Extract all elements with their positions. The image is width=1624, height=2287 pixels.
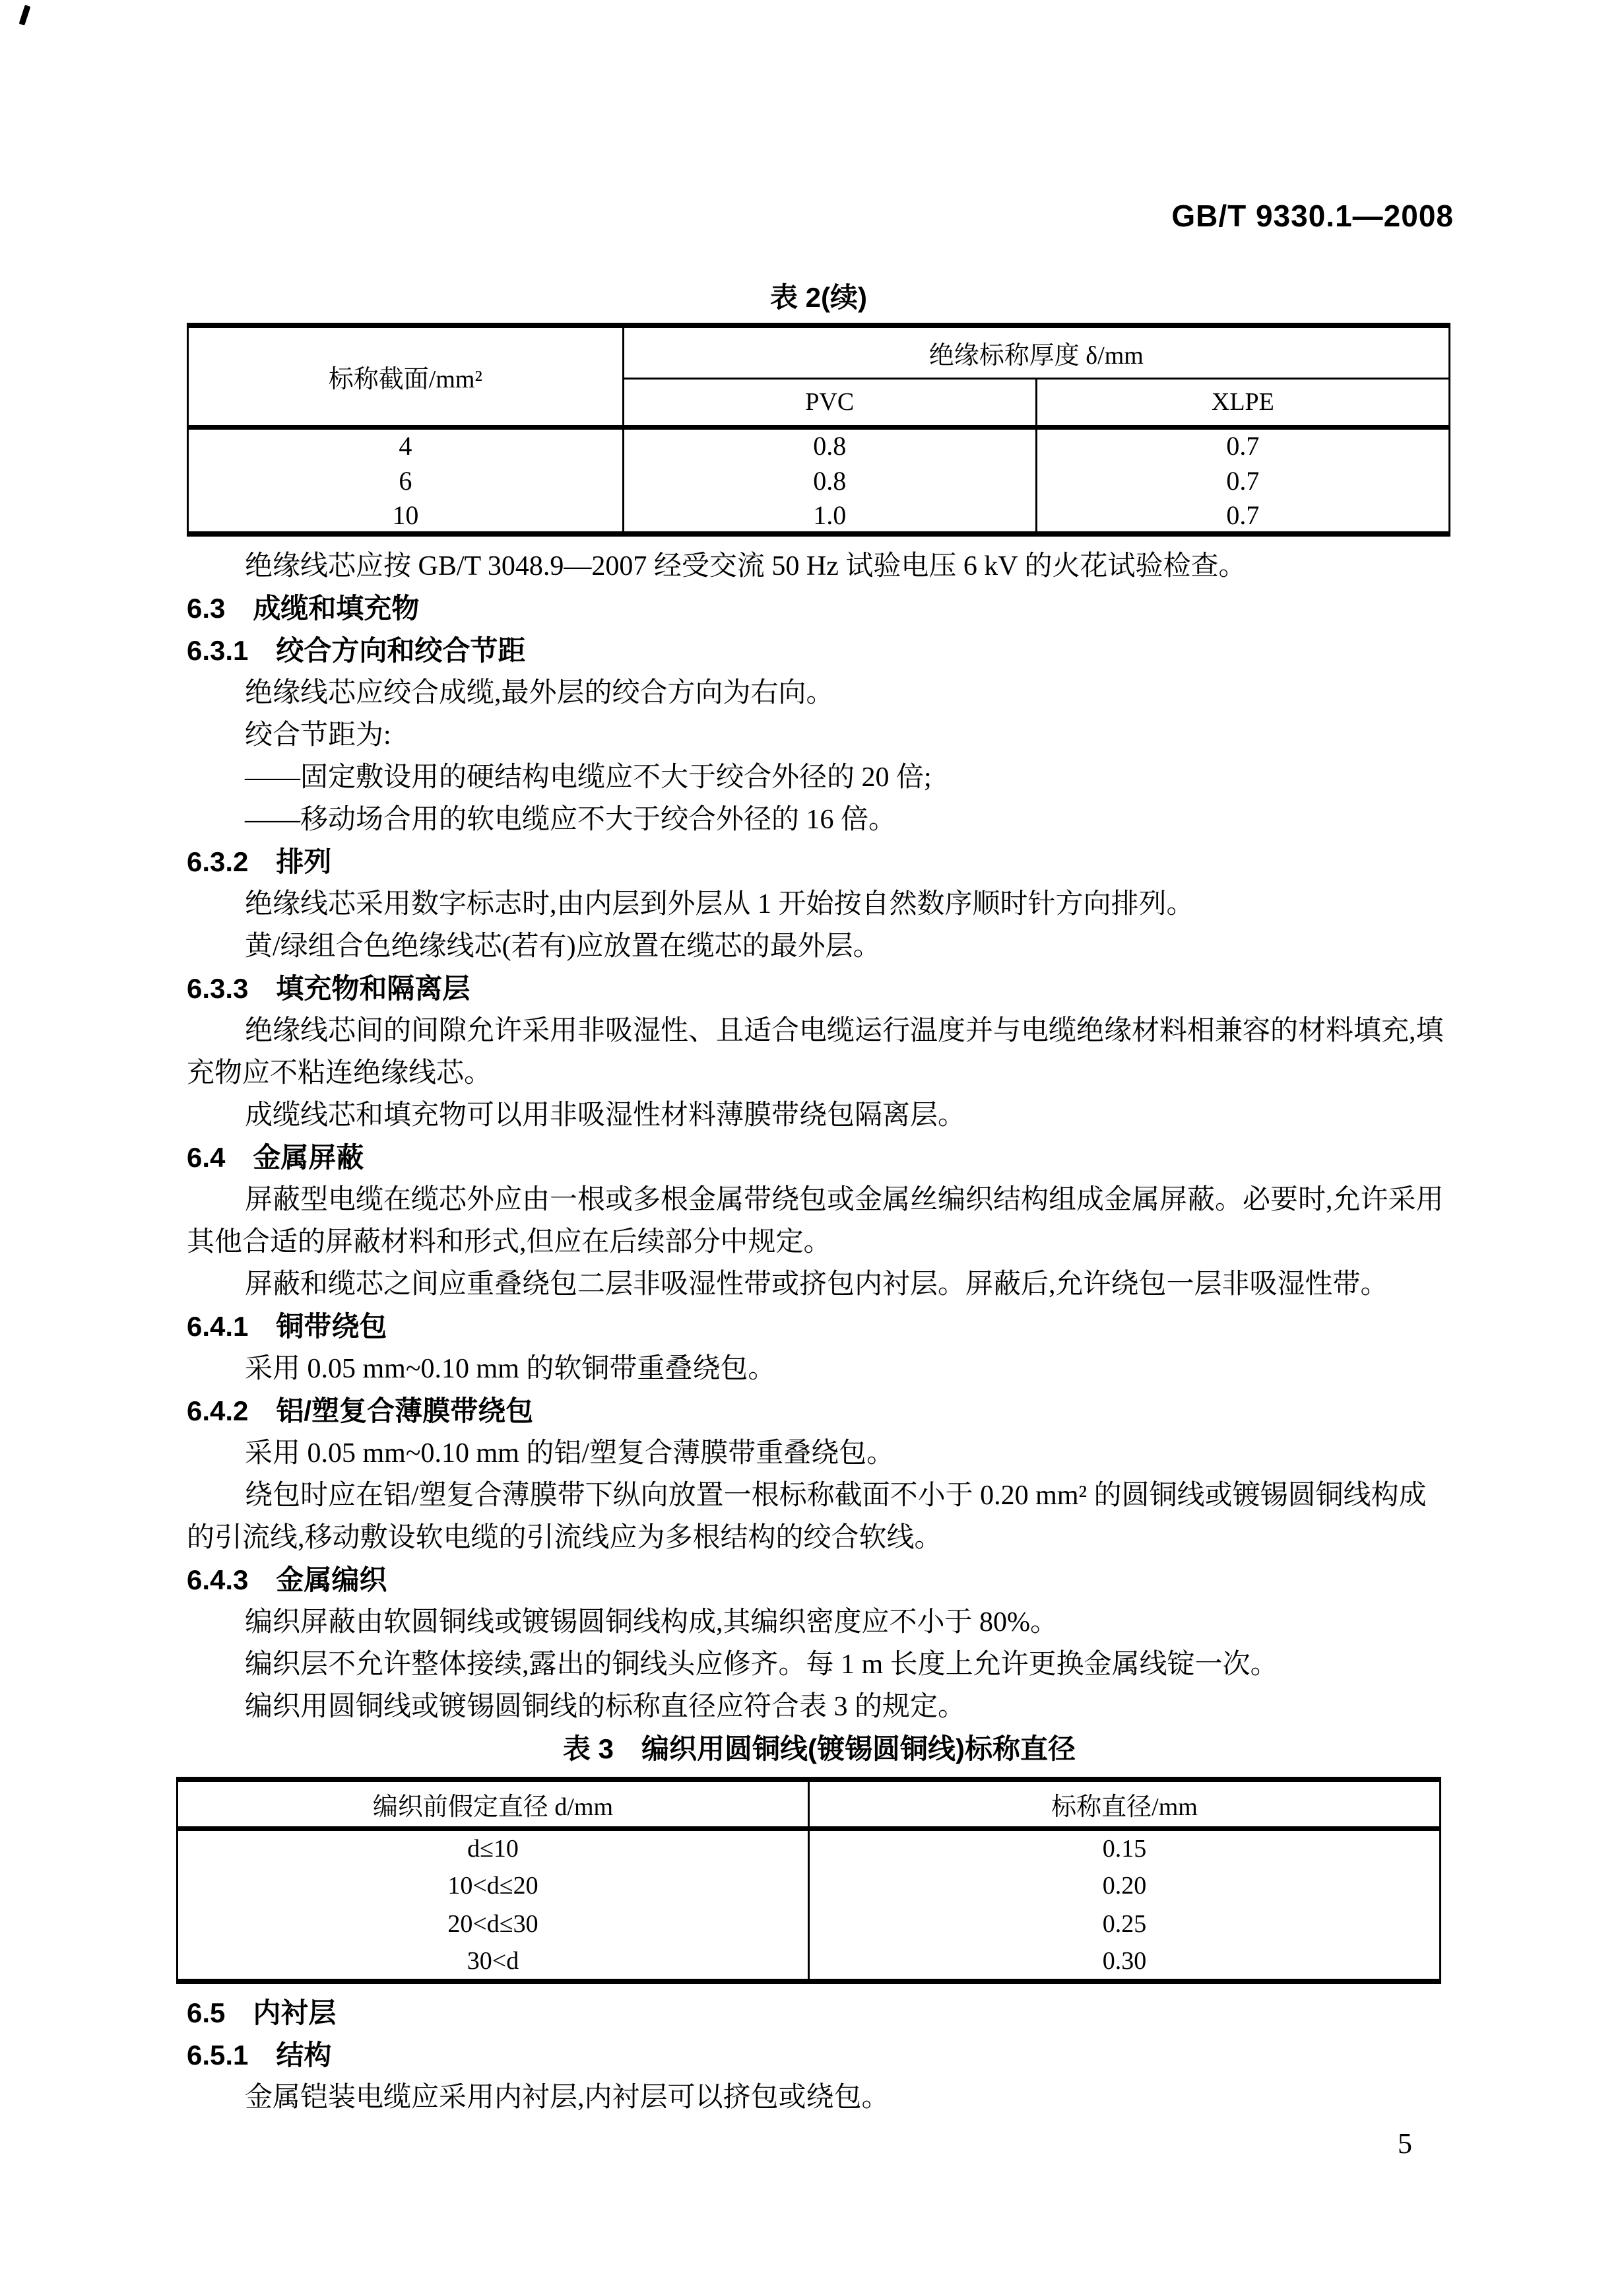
- paragraph: 采用 0.05 mm~0.10 mm 的软铜带重叠绕包。: [245, 1354, 776, 1384]
- table-cell: 30<d: [178, 1943, 809, 1981]
- paragraph: 编织屏蔽由软圆铜线或镀锡圆铜线构成,其编织密度应不小于 80%。: [245, 1607, 1058, 1638]
- table3-col2-header: 标称直径/mm: [809, 1779, 1441, 1828]
- paragraph: 绝缘线芯应按 GB/T 3048.9—2007 经受交流 50 Hz 试验电压 6 kV 的火花试验检查。: [245, 551, 1247, 581]
- paragraph: 屏蔽和缆芯之间应重叠绕包二层非吸湿性带或挤包内衬层。屏蔽后,允许绕包一层非吸湿性带。: [245, 1269, 1388, 1300]
- table-cell: 0.7: [1036, 463, 1449, 498]
- document-body: [187, 545, 1452, 2119]
- table2-subheader-pvc: PVC: [623, 378, 1036, 427]
- content-blocks-b: [187, 1992, 1452, 2119]
- paragraph: 绝缘线芯间的间隙允许采用非吸湿性、且适合电缆运行温度并与电缆绝缘材料相兼容的材料填充,填充物应不粘连绝缘线芯。: [187, 1016, 1444, 1088]
- table-cell: 0.15: [809, 1828, 1441, 1867]
- table3-title: 表 3 编织用圆铜线(镀锡圆铜线)标称直径: [562, 1733, 1076, 1764]
- section-heading: 6.3 成缆和填充物: [187, 593, 420, 624]
- table-cell: 0.25: [809, 1905, 1441, 1943]
- section-heading: 6.4.3 金属编织: [187, 1564, 387, 1595]
- table-cell: 0.8: [623, 463, 1036, 498]
- table-row: [188, 427, 1450, 463]
- table-cell: 1.0: [623, 498, 1036, 534]
- paragraph: 绞合节距为:: [245, 720, 391, 750]
- table-cell: 6: [188, 463, 624, 498]
- table2-header: [188, 325, 1450, 427]
- table-row: [188, 498, 1450, 534]
- table-row: [188, 463, 1450, 498]
- section-heading: 6.3.3 填充物和隔离层: [187, 973, 471, 1004]
- paragraph: 黄/绿组合色绝缘线芯(若有)应放置在缆芯的最外层。: [245, 931, 881, 962]
- table2-body: [188, 427, 1450, 534]
- table2-subheader-xlpe: XLPE: [1036, 378, 1449, 427]
- table2-section: [187, 281, 1450, 537]
- section-heading: 6.4.2 铝/塑复合薄膜带绕包: [187, 1395, 534, 1426]
- table-cell: 0.8: [623, 427, 1036, 463]
- paragraph: ——固定敷设用的硬结构电缆应不大于绞合外径的 20 倍;: [245, 762, 932, 793]
- table3-col1-header: 编织前假定直径 d/mm: [178, 1779, 809, 1828]
- table2: [187, 323, 1450, 537]
- paragraph: 绕包时应在铝/塑复合薄膜带下纵向放置一根标称截面不小于 0.20 mm² 的圆铜线或镀锡圆铜线构成的引流线,移动敷设软电缆的引流线应为多根结构的绞合软线。: [187, 1480, 1427, 1553]
- table-cell: 10: [188, 498, 624, 534]
- table-cell: 4: [188, 427, 624, 463]
- table-row: [178, 1828, 1441, 1867]
- paragraph: 编织用圆铜线或镀锡圆铜线的标称直径应符合表 3 的规定。: [245, 1692, 966, 1722]
- table-cell: d≤10: [178, 1828, 809, 1867]
- paragraph: ——移动场合用的软电缆应不大于绞合外径的 16 倍。: [245, 805, 897, 835]
- table2-col1-header: 标称截面/mm²: [188, 325, 624, 427]
- stray-mark: [19, 5, 31, 25]
- section-heading: 6.5.1 结构: [187, 2039, 332, 2071]
- table-cell: 0.7: [1036, 427, 1449, 463]
- paragraph: 屏蔽型电缆在缆芯外应由一根或多根金属带绕包或金属丝编织结构组成金属屏蔽。必要时,允许采用其他合适的屏蔽材料和形式,但应在后续部分中规定。: [187, 1185, 1444, 1257]
- table-cell: 0.20: [809, 1867, 1441, 1905]
- table2-title: 表 2(续): [769, 282, 867, 313]
- table-cell: 20<d≤30: [178, 1905, 809, 1943]
- section-heading: 6.3.1 绞合方向和绞合节距: [187, 635, 526, 666]
- table-cell: 0.7: [1036, 498, 1449, 534]
- standard-number: GB/T 9330.1—2008: [1171, 199, 1454, 233]
- paragraph: 金属铠装电缆应采用内衬层,内衬层可以挤包或绕包。: [245, 2082, 890, 2113]
- table3-header: [178, 1779, 1441, 1828]
- section-heading: 6.4 金属屏蔽: [187, 1142, 364, 1173]
- table3-body: [178, 1828, 1441, 1981]
- paragraph: 成缆线芯和填充物可以用非吸湿性材料薄膜带绕包隔离层。: [245, 1100, 966, 1131]
- paragraph: 采用 0.05 mm~0.10 mm 的铝/塑复合薄膜带重叠绕包。: [245, 1438, 895, 1469]
- paragraph: 绝缘线芯应绞合成缆,最外层的绞合方向为右向。: [245, 678, 834, 708]
- paragraph: 绝缘线芯采用数字标志时,由内层到外层从 1 开始按自然数序顺时针方向排列。: [245, 889, 1194, 919]
- table2-group-header: 绝缘标称厚度 δ/mm: [623, 325, 1449, 378]
- table-cell: 10<d≤20: [178, 1867, 809, 1905]
- page-number: 5: [1398, 2127, 1412, 2160]
- table-cell: 0.30: [809, 1943, 1441, 1981]
- content-blocks-a: [187, 545, 1452, 1770]
- section-heading: 6.3.2 排列: [187, 846, 332, 877]
- table-row: [178, 1905, 1441, 1943]
- table3: [176, 1777, 1441, 1984]
- table-row: [178, 1867, 1441, 1905]
- paragraph: 编织层不允许整体接续,露出的铜线头应修齐。每 1 m 长度上允许更换金属线锭一次。: [245, 1649, 1278, 1680]
- section-heading: 6.4.1 铜带绕包: [187, 1311, 387, 1342]
- section-heading: 6.5 内衬层: [187, 1997, 337, 2028]
- table-row: [178, 1943, 1441, 1981]
